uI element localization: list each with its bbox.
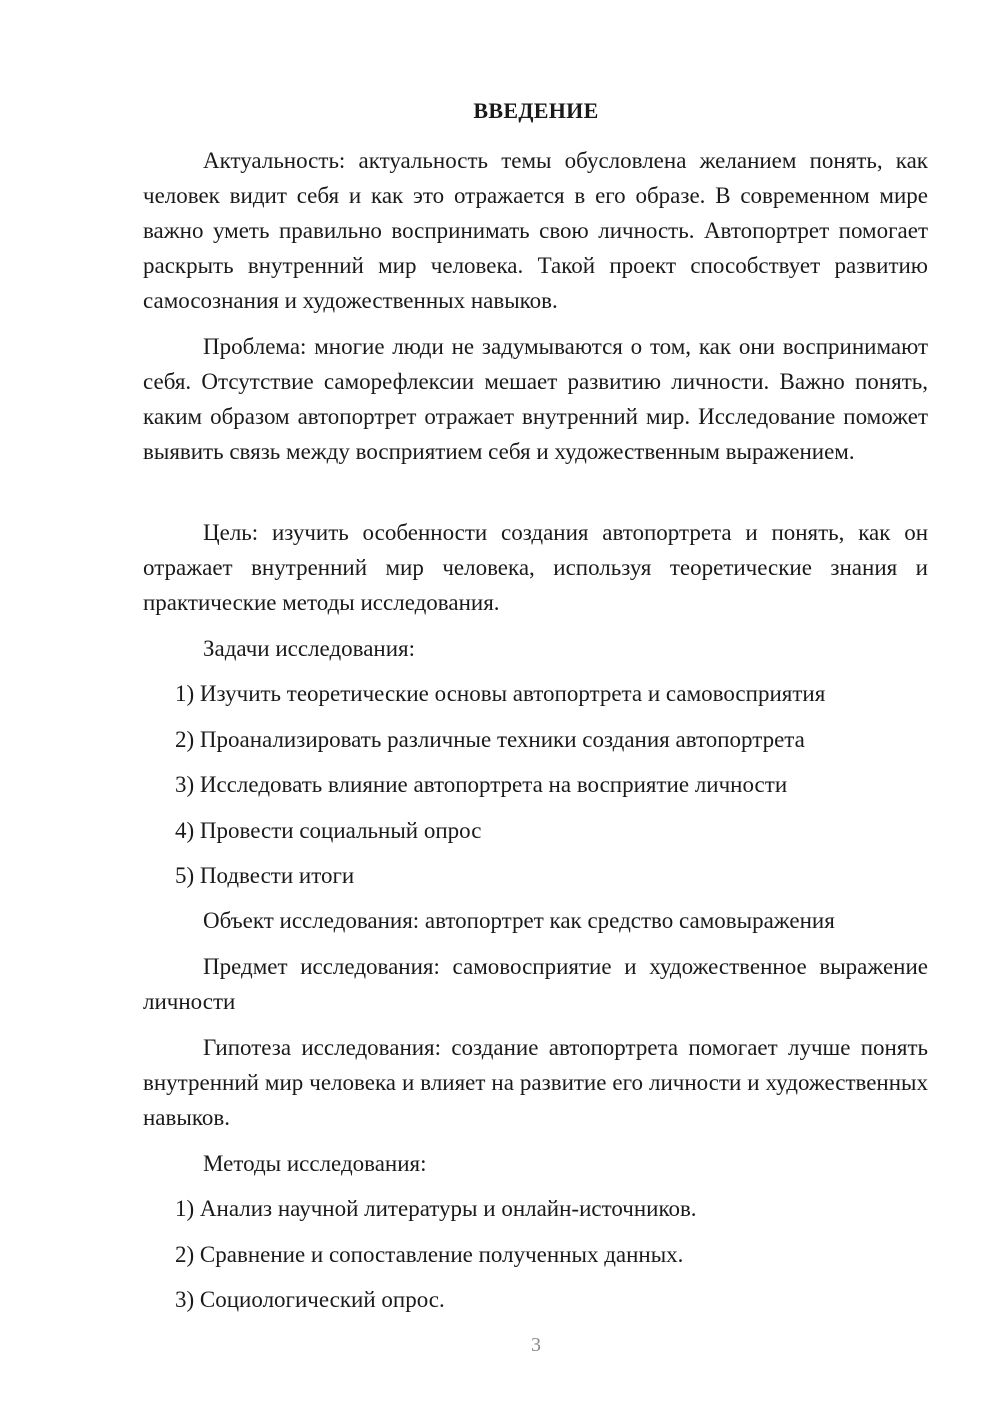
hypothesis-paragraph: Гипотеза исследования: создание автопортрета помогает лучше понять внутренний мир человека и влияет на развитие его личности и художественных навыков.: [143, 1035, 928, 1130]
subject-paragraph: Предмет исследования: самовосприятие и художественное выражение личности: [143, 954, 928, 1014]
object-paragraph: Объект исследования: автопортрет как средство самовыражения: [203, 908, 835, 933]
problem-paragraph: Проблема: многие люди не задумываются о том, как они воспринимают себя. Отсутствие саморефлексии мешает развитию личности. Важно понять, каким образом автопортрет отражает внутренний мир. Исследование поможет выявить связь между восприятием себя и художественным выражением.: [143, 334, 928, 464]
list-item: 2) Проанализировать различные техники создания автопортрета: [175, 727, 805, 752]
list-item: 3) Исследовать влияние автопортрета на восприятие личности: [175, 772, 788, 797]
page-number: 3: [531, 1334, 541, 1356]
tasks-heading: Задачи исследования:: [203, 636, 416, 661]
methods-heading: Методы исследования:: [203, 1151, 427, 1176]
list-item: 2) Сравнение и сопоставление полученных данных.: [175, 1242, 684, 1267]
goal-paragraph: Цель: изучить особенности создания автопортрета и понять, как он отражает внутренний мир человека, используя теоретические знания и практические методы исследования.: [143, 520, 928, 615]
list-item: 5) Подвести итоги: [175, 863, 355, 888]
list-item: 1) Изучить теоретические основы автопортрета и самовосприятия: [175, 681, 826, 706]
page-title: ВВЕДЕНИЕ: [473, 98, 599, 123]
list-item: 3) Социологический опрос.: [175, 1287, 445, 1312]
list-item: 4) Провести социальный опрос: [175, 818, 482, 843]
relevance-paragraph: Актуальность: актуальность темы обусловлена желанием понять, как человек видит себя и как это отражается в его образе. В современном мире важно уметь правильно воспринимать свою личность. Автопортрет помогает раскрыть внутренний мир человека. Такой проект способствует развитию самосознания и художественных навыков.: [143, 148, 928, 313]
list-item: 1) Анализ научной литературы и онлайн-источников.: [175, 1196, 697, 1221]
